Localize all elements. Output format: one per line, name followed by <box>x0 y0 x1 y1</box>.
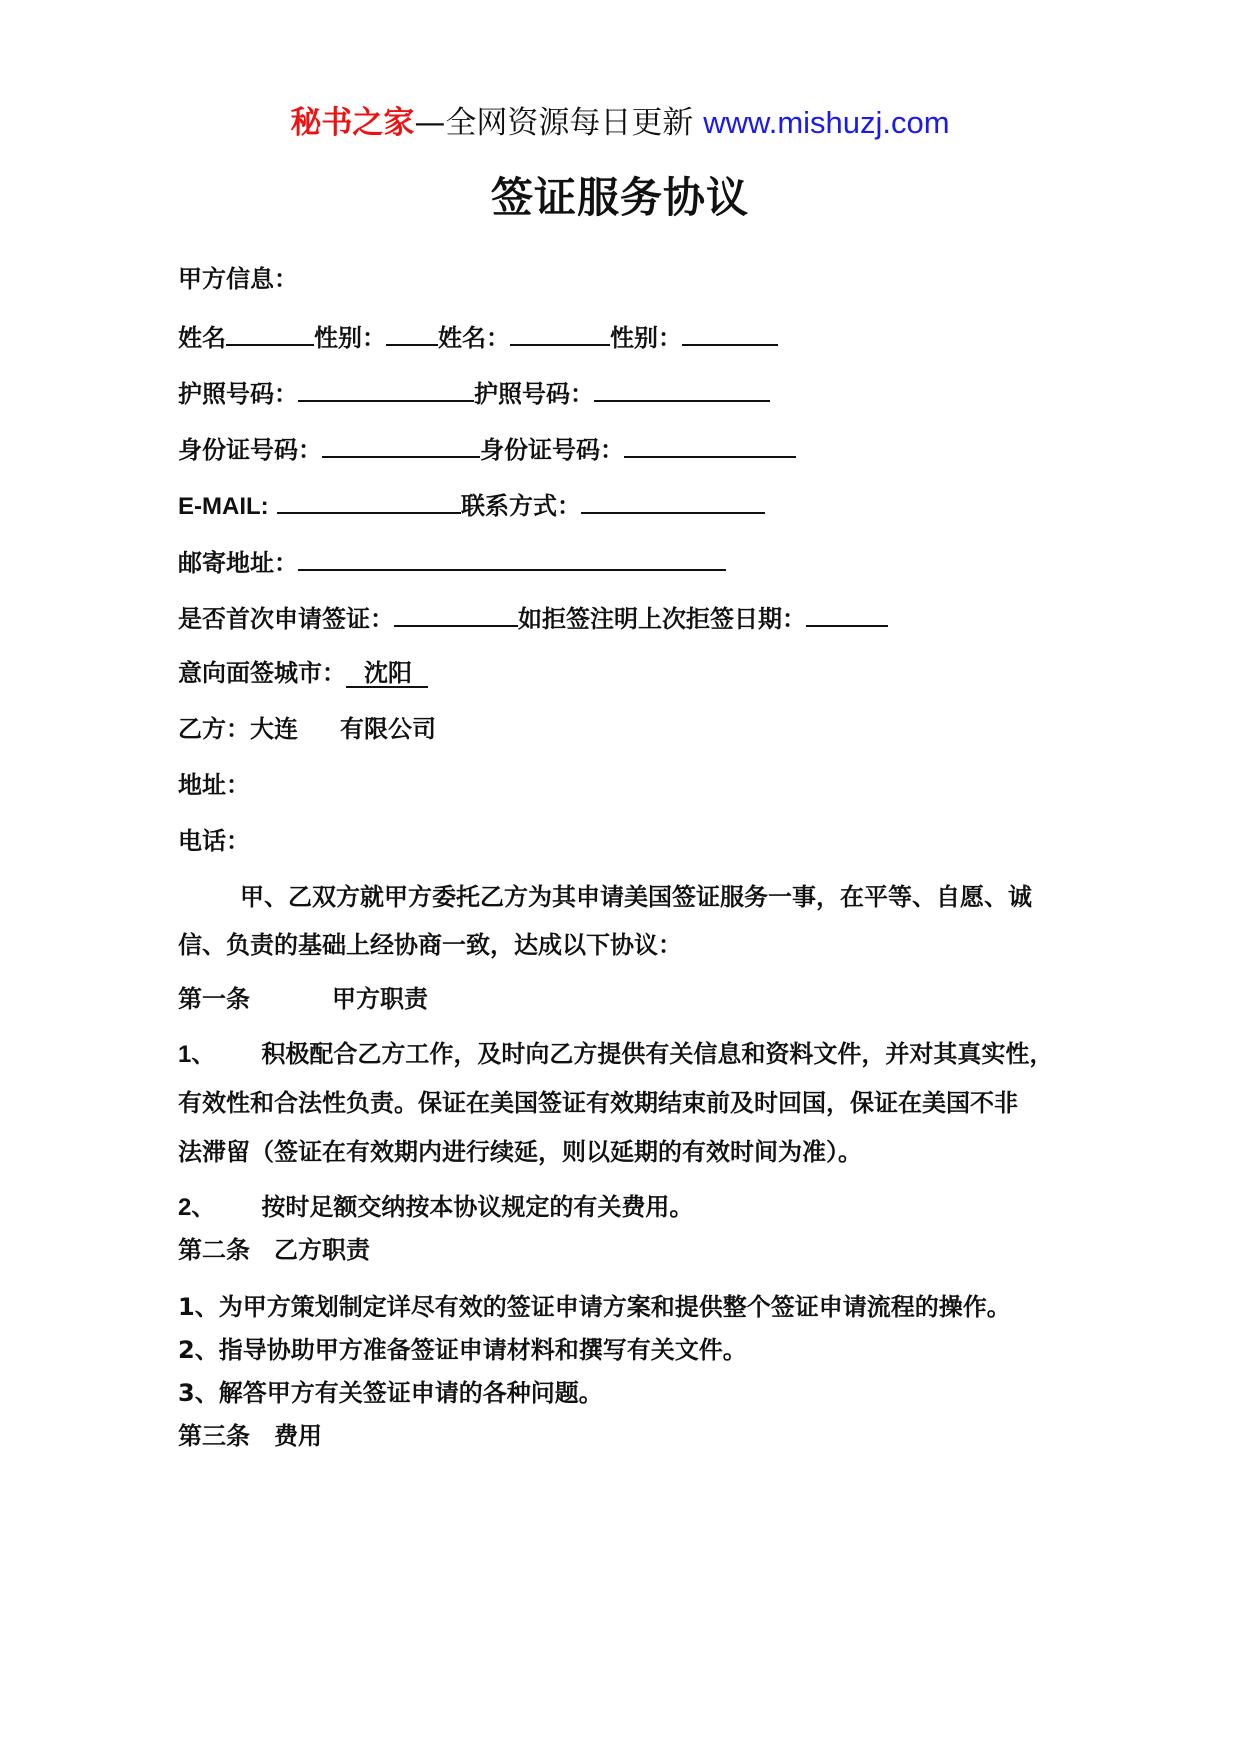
party-b-suffix: 有限公司 <box>340 715 436 743</box>
id-number-label-2: 身份证号码： <box>480 436 624 464</box>
item-2-text: 按时足额交纳按本协议规定的有关费用。 <box>261 1193 694 1221</box>
id-number-row <box>178 432 796 466</box>
refusal-date-blank[interactable] <box>806 601 888 627</box>
gender-label: 性别： <box>314 324 386 352</box>
party-a-heading: 甲方信息： <box>178 265 298 293</box>
id-number-label: 身份证号码： <box>178 436 322 464</box>
interview-city-row <box>178 657 428 689</box>
document-title: 签证服务协议 <box>490 173 749 222</box>
interview-city-label: 意向面签城市： <box>178 659 346 687</box>
article-1-number: 第一条 <box>178 985 250 1013</box>
article-3-heading: 第三条 费用 <box>178 1422 322 1450</box>
mailing-address-blank[interactable] <box>298 545 726 571</box>
item-1-line-2: 有效性和合法性负责。保证在美国签证有效期结束前及时回国，保证在美国不非 <box>178 1089 1018 1117</box>
mailing-address-label: 邮寄地址： <box>178 549 298 577</box>
first-apply-label: 是否首次申请签证： <box>178 605 394 633</box>
passport-blank[interactable] <box>298 376 474 402</box>
gender-blank-2[interactable] <box>682 320 778 346</box>
site-banner <box>0 103 1240 143</box>
item-2-number: 2、 <box>178 1194 216 1221</box>
item-1-line-3: 法滞留（签证在有效期内进行续延，则以延期的有效时间为准）。 <box>178 1138 862 1166</box>
party-b-address-label: 地址： <box>178 771 250 799</box>
party-b-phone-label: 电话： <box>178 827 250 855</box>
contact-blank[interactable] <box>581 488 765 514</box>
article-1-item-2 <box>178 1191 693 1224</box>
email-blank[interactable] <box>277 488 461 514</box>
passport-label: 护照号码： <box>178 380 298 408</box>
item-1-line-1: 积极配合乙方工作，及时向乙方提供有关信息和资料文件，并对其真实性， <box>261 1040 1054 1068</box>
id-number-blank[interactable] <box>322 432 480 458</box>
article-1-heading <box>178 983 428 1015</box>
party-b-row <box>178 713 436 745</box>
name-label: 姓名 <box>178 324 226 352</box>
article-2-item-3: 3、解答甲方有关签证申请的各种问题。 <box>178 1379 603 1407</box>
gender-blank[interactable] <box>386 320 438 346</box>
article-2-item-1: 1、为甲方策划制定详尽有效的签证申请方案和提供整个签证申请流程的操作。 <box>178 1293 1011 1321</box>
interview-city-value[interactable]: 沈阳 <box>346 660 428 688</box>
first-apply-blank[interactable] <box>394 601 518 627</box>
visa-history-row <box>178 601 888 635</box>
article-1-item-1 <box>178 1038 1053 1071</box>
name-gender-row <box>178 320 778 354</box>
article-1-title: 甲方职责 <box>332 985 428 1013</box>
intro-line-1: 甲、乙双方就甲方委托乙方为其申请美国签证服务一事，在平等、自愿、诚 <box>240 883 1032 911</box>
name-blank-2[interactable] <box>510 320 610 346</box>
name-label-2: 姓名： <box>438 324 510 352</box>
refusal-date-label: 如拒签注明上次拒签日期： <box>518 605 806 633</box>
id-number-blank-2[interactable] <box>624 432 796 458</box>
contact-label: 联系方式： <box>461 492 582 520</box>
party-b-label: 乙方：大连 <box>178 715 298 743</box>
email-contact-row <box>178 488 765 523</box>
passport-blank-2[interactable] <box>594 376 770 402</box>
passport-row <box>178 376 770 410</box>
site-url-link[interactable]: www.mishuzj.com <box>703 105 950 140</box>
item-1-number: 1、 <box>178 1041 216 1068</box>
gender-label-2: 性别： <box>610 324 682 352</box>
intro-line-2: 信、负责的基础上经协商一致，达成以下协议： <box>178 931 682 959</box>
brand-name: 秘书之家 <box>290 105 415 141</box>
brand-slogan: —全网资源每日更新 <box>414 105 694 141</box>
email-label: E-MAIL: <box>178 493 269 520</box>
name-blank[interactable] <box>226 320 314 346</box>
article-2-heading: 第二条 乙方职责 <box>178 1236 370 1264</box>
article-2-item-2: 2、指导协助甲方准备签证申请材料和撰写有关文件。 <box>178 1336 747 1364</box>
mailing-address-row <box>178 545 726 579</box>
passport-label-2: 护照号码： <box>474 380 594 408</box>
